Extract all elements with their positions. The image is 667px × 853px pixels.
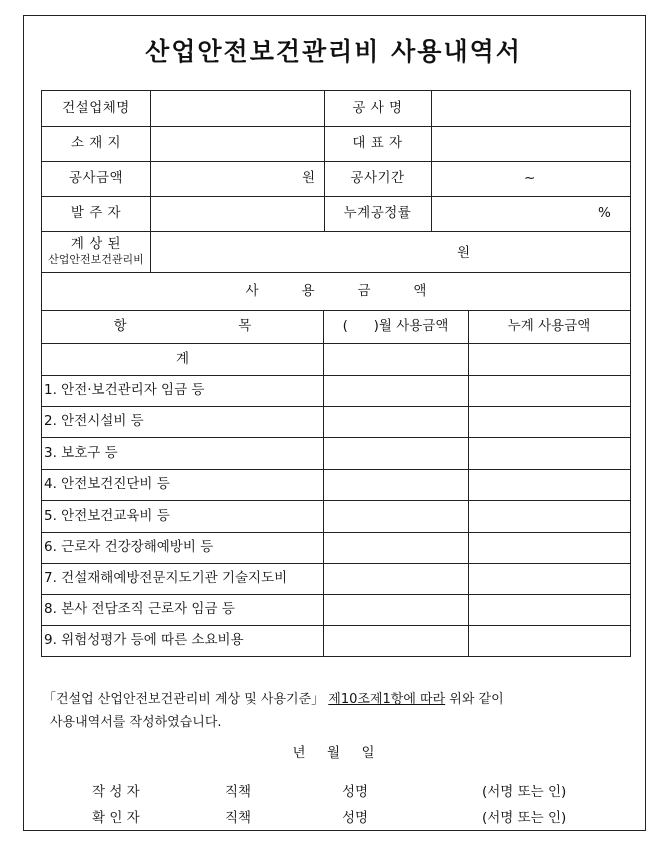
usage-item: 1. 안전·보건관리자 임금 등 [44,382,205,398]
usage-item: 4. 안전보건진단비 등 [44,476,170,492]
contract-amount-unit: 원 [302,170,316,186]
appropriated-label-line2: 산업안전보건관리비 [48,253,144,266]
company-label: 건설업체명 [62,100,130,116]
period-separator: ~ [524,170,536,186]
usage-item: 3. 보호구 등 [44,445,118,461]
appropriated-label-line1: 계 상 된 [70,236,122,252]
usage-item: 7. 건설재해예방전문지도기관 기술지도비 [44,570,288,586]
writer-position-label: 직책 [225,784,252,800]
appropriated-unit: 원 [457,245,471,261]
statement-clause: 제10조제1항에 따라 [328,692,446,707]
writer-label: 작 성 자 [92,784,140,800]
usage-item: 5. 안전보건교육비 등 [44,508,170,524]
writer-name-label: 성명 [342,784,369,800]
usage-form-table [41,90,631,657]
total-label: 계 [175,351,190,367]
contract-amount-label: 공사금액 [68,170,124,186]
usage-item: 8. 본사 전담조직 근로자 임금 등 [44,601,235,617]
statement-tail: 위와 같이 [445,692,504,707]
ceo-label: 대 표 자 [352,135,403,151]
writer-sign-label: (서명 또는 인) [482,784,567,800]
confirmer-name-label: 성명 [342,810,369,826]
column-item-header: 항 목 [113,318,252,334]
progress-unit: % [598,205,611,221]
usage-item: 6. 근로자 건강장해예방비 등 [44,539,214,555]
project-label: 공 사 명 [352,100,403,116]
client-label: 발 주 자 [70,205,122,221]
usage-item: 2. 안전시설비 등 [44,413,144,429]
confirmer-label: 확 인 자 [92,810,140,826]
location-label: 소 재 지 [70,135,122,151]
document-title: 산업안전보건관리비 사용내역서 [145,37,522,66]
period-label: 공사기간 [350,170,405,186]
date-line: 년 월 일 [292,745,375,761]
statement-line2: 사용내역서를 작성하였습니다. [50,715,222,730]
confirmer-position-label: 직책 [225,810,252,826]
usage-item: 9. 위험성평가 등에 따른 소요비용 [44,632,244,648]
usage-section-title: 사 용 금 액 [245,283,427,299]
column-cumulative-header: 누계 사용금액 [507,318,591,334]
statement-standard-title: 「건설업 산업안전보건관리비 계상 및 사용기준」 [43,692,325,707]
confirmer-sign-label: (서명 또는 인) [482,810,567,826]
progress-label: 누계공정률 [343,205,412,221]
column-month-header: ( )월 사용금액 [342,318,449,334]
statement-line1 [43,688,504,707]
